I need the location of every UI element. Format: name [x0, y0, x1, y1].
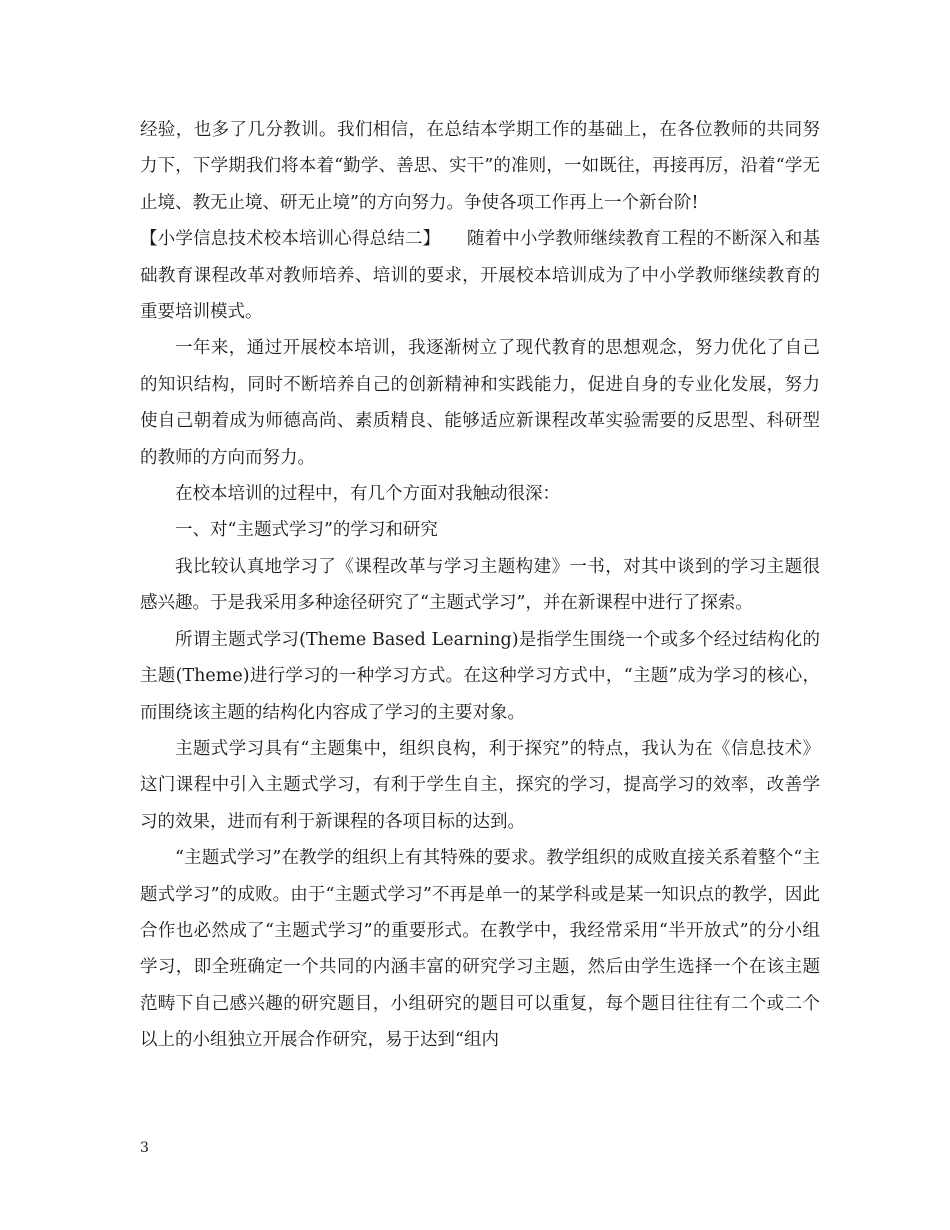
paragraph: 一年来，通过开展校本培训，我逐渐树立了现代教育的思想观念，努力优化了自己的知识结构，同时不断培养自己的创新精神和实践能力，促进自身的专业化发展，努力使自己朝着成为师德高尚、素质精良、能够适应新课程改革实验需要的反思型、科研型的教师的方向而努力。	[140, 338, 820, 468]
paragraph: 在校本培训的过程中，有几个方面对我触动很深：	[175, 484, 560, 505]
subheading: 一、对“主题式学习”的学习和研究	[175, 520, 438, 541]
paragraph: 我比较认真地学习了《课程改革与学习主题构建》一书，对其中谈到的学习主题很感兴趣。于是我采用多种途径研究了“主题式学习”，并在新课程中进行了探索。	[140, 556, 820, 614]
page-number: 3	[140, 1140, 149, 1156]
paragraph: “主题式学习”在教学的组织上有其特殊的要求。教学组织的成败直接关系着整个“主题式学习”的成败。由于“主题式学习”不再是单一的某学科或是某一知识点的教学，因此合作也必然成了“主题式学习”的重要形式。在教学中，我经常采用“半开放式”的分小组学习，即全班确定一个共同的内涵丰富的研究学习主题，然后由学生选择一个在该主题范畴下自己感兴趣的研究题目，小组研究的题目可以重复，每个题目往往有二个或二个以上的小组独立开展合作研究，易于达到“组内	[140, 848, 820, 1051]
document-body	[140, 112, 820, 1059]
paragraph: 所谓主题式学习(Theme Based Learning)是指学生围绕一个或多个经过结构化的主题(Theme)进行学习的一种学习方式。在这种学习方式中，“主题”成为学习的核心，而围绕该主题的结构化内容成了学习的主要对象。	[140, 629, 820, 723]
section-heading-paragraph: 【小学信息技术校本培训心得总结二】 随着中小学教师继续教育工程的不断深入和基础教育课程改革对教师培养、培训的要求，开展校本培训成为了中小学教师继续教育的重要培训模式。	[140, 229, 820, 323]
paragraph: 主题式学习具有“主题集中，组织良构，利于探究”的特点，我认为在《信息技术》这门课程中引入主题式学习，有利于学生自主，探究的学习，提高学习的效率，改善学习的效果，进而有利于新课程的各项目标的达到。	[140, 738, 820, 832]
paragraph: 经验，也多了几分教训。我们相信，在总结本学期工作的基础上，在各位教师的共同努力下，下学期我们将本着“勤学、善思、实干”的准则，一如既往，再接再厉，沿着“学无止境、教无止境、研无止境”的方向努力。争使各项工作再上一个新台阶!	[140, 120, 820, 213]
